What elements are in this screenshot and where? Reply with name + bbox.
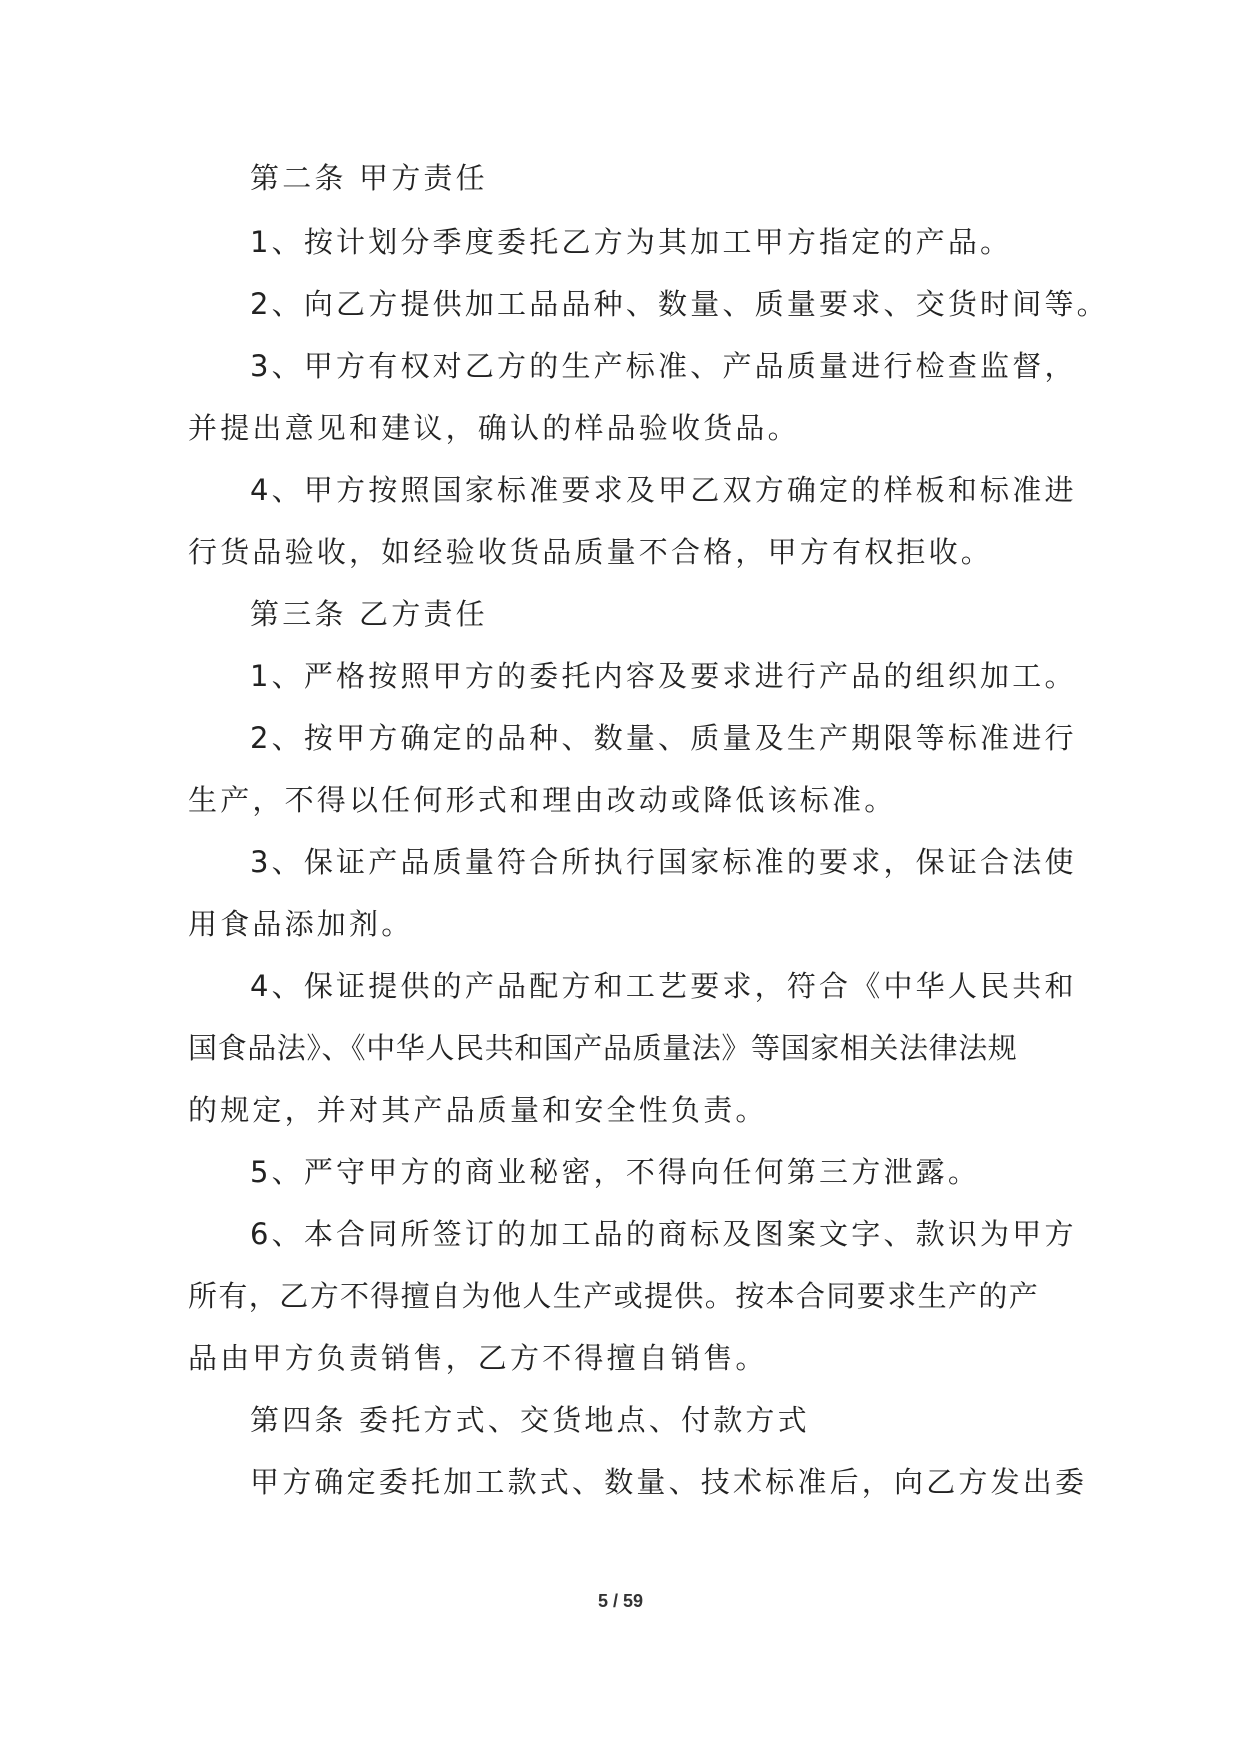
paragraph-line: 用食品添加剂。 <box>188 907 414 941</box>
paragraph-line: 6、本合同所签订的加工品的商标及图案文字、款识为甲方 <box>250 1217 1077 1251</box>
paragraph-line: 3、甲方有权对乙方的生产标准、产品质量进行检查监督， <box>250 349 1077 383</box>
paragraph-line: 4、保证提供的产品配方和工艺要求，符合《中华人民共和 <box>250 969 1077 1003</box>
section-heading-2: 第二条 甲方责任 <box>250 161 488 195</box>
paragraph-line: 2、按甲方确定的品种、数量、质量及生产期限等标准进行 <box>250 721 1077 755</box>
paragraph-line: 行货品验收，如经验收货品质量不合格，甲方有权拒收。 <box>188 535 994 569</box>
paragraph-line: 品由甲方负责销售，乙方不得擅自销售。 <box>188 1341 768 1375</box>
paragraph-line: 甲方确定委托加工款式、数量、技术标准后，向乙方发出委 <box>250 1465 1088 1499</box>
paragraph-line: 国食品法》、《中华人民共和国产品质量法》等国家相关法律法规 <box>188 1031 1018 1065</box>
paragraph-line: 3、保证产品质量符合所执行国家标准的要求，保证合法使 <box>250 845 1077 879</box>
paragraph-line: 的规定，并对其产品质量和安全性负责。 <box>188 1093 768 1127</box>
paragraph-line: 5、严守甲方的商业秘密，不得向任何第三方泄露。 <box>250 1155 981 1189</box>
paragraph-line: 1、按计划分季度委托乙方为其加工甲方指定的产品。 <box>250 225 1013 259</box>
paragraph-line: 1、严格按照甲方的委托内容及要求进行产品的组织加工。 <box>250 659 1077 693</box>
section-heading-3: 第三条 乙方责任 <box>250 597 488 631</box>
paragraph-line: 并提出意见和建议，确认的样品验收货品。 <box>188 411 800 445</box>
paragraph-line: 2、向乙方提供加工品品种、数量、质量要求、交货时间等。 <box>250 287 1109 321</box>
paragraph-line: 4、甲方按照国家标准要求及甲乙双方确定的样板和标准进 <box>250 473 1077 507</box>
section-heading-4: 第四条 委托方式、交货地点、付款方式 <box>250 1403 810 1437</box>
paragraph-line: 生产，不得以任何形式和理由改动或降低该标准。 <box>188 783 897 817</box>
paragraph-line: 所有，乙方不得擅自为他人生产或提供。按本合同要求生产的产 <box>188 1279 1040 1313</box>
page-number: 5 / 59 <box>597 1591 644 1611</box>
